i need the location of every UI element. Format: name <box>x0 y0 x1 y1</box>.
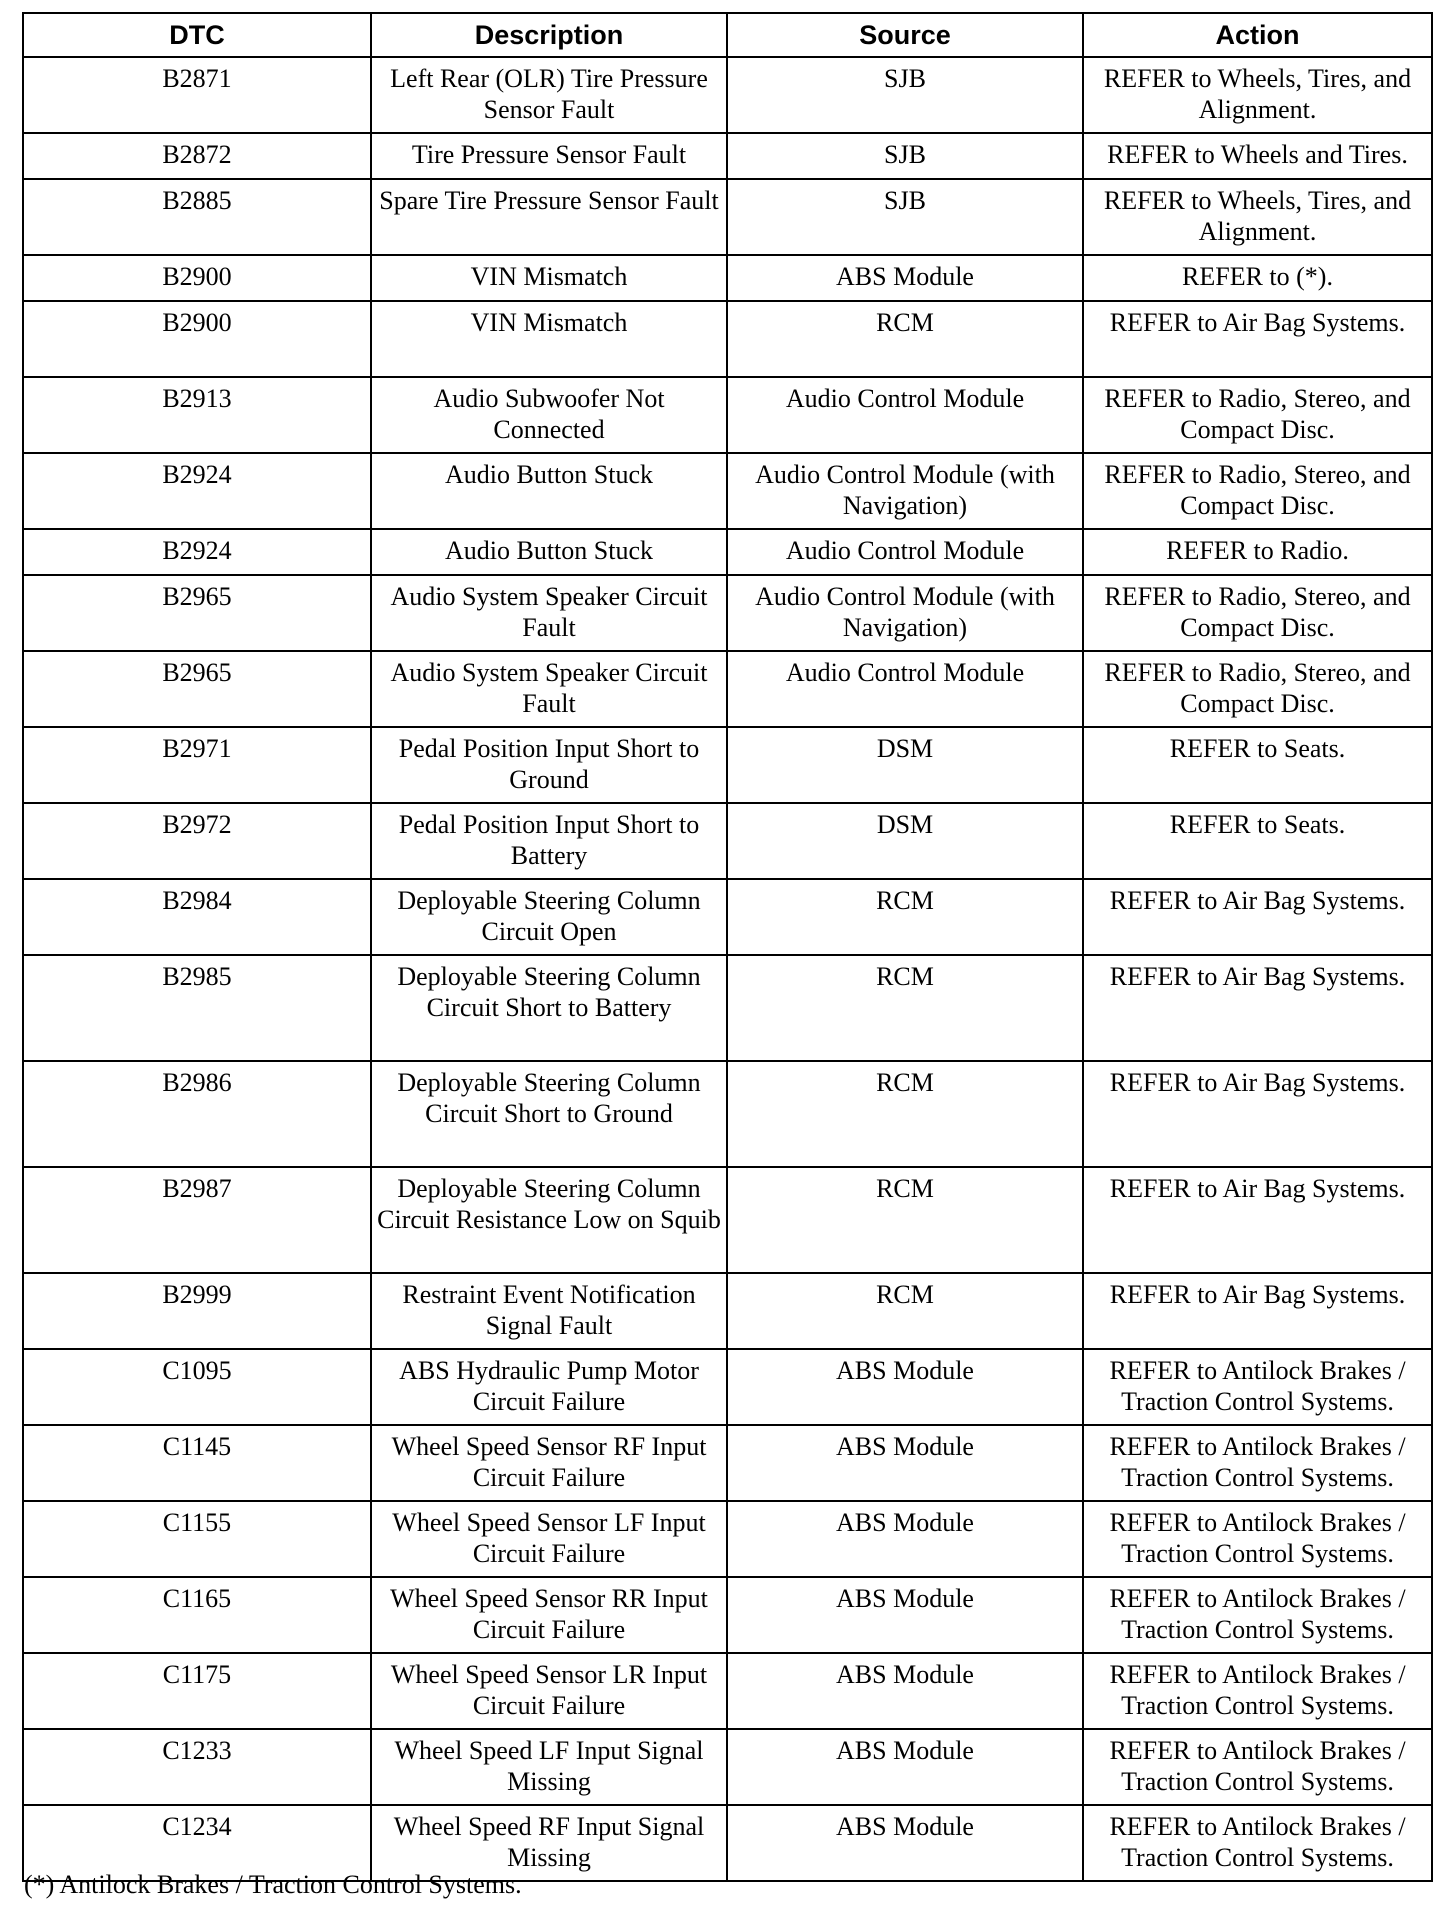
table-row <box>23 453 1432 529</box>
description-cell: Left Rear (OLR) Tire Pressure Sensor Fault <box>371 57 727 133</box>
source-cell: DSM <box>727 803 1083 879</box>
table-row <box>23 651 1432 727</box>
source-cell: RCM <box>727 955 1083 1061</box>
dtc-table <box>22 12 1433 1882</box>
source-cell: ABS Module <box>727 1577 1083 1653</box>
dtc-cell: B2872 <box>23 133 371 179</box>
footnote: (*) Antilock Brakes / Traction Control Systems. <box>24 1870 522 1899</box>
action-cell: REFER to Radio, Stereo, and Compact Disc. <box>1083 377 1432 453</box>
dtc-cell: B2885 <box>23 179 371 255</box>
action-cell: REFER to Antilock Brakes / Traction Control Systems. <box>1083 1729 1432 1805</box>
header-description: Description <box>371 13 727 57</box>
dtc-cell: B2971 <box>23 727 371 803</box>
action-cell: REFER to Air Bag Systems. <box>1083 879 1432 955</box>
source-cell: ABS Module <box>727 1653 1083 1729</box>
description-cell: Audio Button Stuck <box>371 529 727 575</box>
table-row <box>23 133 1432 179</box>
table-row <box>23 803 1432 879</box>
action-cell: REFER to Antilock Brakes / Traction Control Systems. <box>1083 1501 1432 1577</box>
dtc-cell: C1145 <box>23 1425 371 1501</box>
dtc-cell: B2924 <box>23 529 371 575</box>
dtc-cell: C1233 <box>23 1729 371 1805</box>
action-cell: REFER to Antilock Brakes / Traction Control Systems. <box>1083 1425 1432 1501</box>
description-cell: Audio Button Stuck <box>371 453 727 529</box>
dtc-cell: C1095 <box>23 1349 371 1425</box>
dtc-cell: C1165 <box>23 1577 371 1653</box>
table-row <box>23 955 1432 1061</box>
header-source: Source <box>727 13 1083 57</box>
dtc-cell: B2972 <box>23 803 371 879</box>
action-cell: REFER to Radio, Stereo, and Compact Disc. <box>1083 453 1432 529</box>
action-cell: REFER to Wheels, Tires, and Alignment. <box>1083 179 1432 255</box>
table-row <box>23 301 1432 377</box>
table-row <box>23 1729 1432 1805</box>
table-row <box>23 255 1432 301</box>
table-row <box>23 1349 1432 1425</box>
action-cell: REFER to Seats. <box>1083 727 1432 803</box>
action-cell: REFER to Wheels and Tires. <box>1083 133 1432 179</box>
action-cell: REFER to Radio, Stereo, and Compact Disc. <box>1083 651 1432 727</box>
description-cell: VIN Mismatch <box>371 301 727 377</box>
action-cell: REFER to Antilock Brakes / Traction Control Systems. <box>1083 1577 1432 1653</box>
header-action: Action <box>1083 13 1432 57</box>
description-cell: Deployable Steering Column Circuit Open <box>371 879 727 955</box>
action-cell: REFER to Air Bag Systems. <box>1083 301 1432 377</box>
description-cell: Audio System Speaker Circuit Fault <box>371 575 727 651</box>
table-row <box>23 1501 1432 1577</box>
dtc-cell: B2900 <box>23 301 371 377</box>
action-cell: REFER to Antilock Brakes / Traction Control Systems. <box>1083 1805 1432 1881</box>
table-row <box>23 57 1432 133</box>
table-row <box>23 1653 1432 1729</box>
action-cell: REFER to Antilock Brakes / Traction Control Systems. <box>1083 1349 1432 1425</box>
table-row <box>23 727 1432 803</box>
description-cell: Wheel Speed LF Input Signal Missing <box>371 1729 727 1805</box>
action-cell: REFER to Air Bag Systems. <box>1083 1167 1432 1273</box>
source-cell: ABS Module <box>727 1729 1083 1805</box>
source-cell: Audio Control Module <box>727 651 1083 727</box>
description-cell: Audio Subwoofer Not Connected <box>371 377 727 453</box>
description-cell: Wheel Speed Sensor LF Input Circuit Failure <box>371 1501 727 1577</box>
table-row <box>23 1061 1432 1167</box>
action-cell: REFER to Seats. <box>1083 803 1432 879</box>
description-cell: ABS Hydraulic Pump Motor Circuit Failure <box>371 1349 727 1425</box>
table-body <box>23 57 1432 1881</box>
dtc-cell: B2913 <box>23 377 371 453</box>
source-cell: ABS Module <box>727 1805 1083 1881</box>
description-cell: Wheel Speed Sensor RR Input Circuit Failure <box>371 1577 727 1653</box>
description-cell: Tire Pressure Sensor Fault <box>371 133 727 179</box>
source-cell: DSM <box>727 727 1083 803</box>
action-cell: REFER to Radio, Stereo, and Compact Disc. <box>1083 575 1432 651</box>
dtc-cell: C1155 <box>23 1501 371 1577</box>
description-cell: Audio System Speaker Circuit Fault <box>371 651 727 727</box>
description-cell: Spare Tire Pressure Sensor Fault <box>371 179 727 255</box>
dtc-cell: B2871 <box>23 57 371 133</box>
dtc-cell: B2999 <box>23 1273 371 1349</box>
action-cell: REFER to Air Bag Systems. <box>1083 955 1432 1061</box>
source-cell: Audio Control Module <box>727 529 1083 575</box>
description-cell: Deployable Steering Column Circuit Resistance Low on Squib <box>371 1167 727 1273</box>
action-cell: REFER to Antilock Brakes / Traction Control Systems. <box>1083 1653 1432 1729</box>
source-cell: SJB <box>727 179 1083 255</box>
dtc-cell: C1175 <box>23 1653 371 1729</box>
source-cell: RCM <box>727 1061 1083 1167</box>
action-cell: REFER to Radio. <box>1083 529 1432 575</box>
dtc-cell: B2924 <box>23 453 371 529</box>
source-cell: RCM <box>727 1167 1083 1273</box>
dtc-cell: B2987 <box>23 1167 371 1273</box>
dtc-cell: B2985 <box>23 955 371 1061</box>
description-cell: Deployable Steering Column Circuit Short to Battery <box>371 955 727 1061</box>
source-cell: RCM <box>727 879 1083 955</box>
source-cell: ABS Module <box>727 1425 1083 1501</box>
source-cell: ABS Module <box>727 1349 1083 1425</box>
header-dtc: DTC <box>23 13 371 57</box>
dtc-cell: B2984 <box>23 879 371 955</box>
table-row <box>23 529 1432 575</box>
table-row <box>23 575 1432 651</box>
source-cell: ABS Module <box>727 1501 1083 1577</box>
table-row <box>23 377 1432 453</box>
source-cell: Audio Control Module (with Navigation) <box>727 575 1083 651</box>
description-cell: Wheel Speed Sensor LR Input Circuit Failure <box>371 1653 727 1729</box>
dtc-cell: C1234 <box>23 1805 371 1881</box>
description-cell: Pedal Position Input Short to Battery <box>371 803 727 879</box>
dtc-cell: B2965 <box>23 651 371 727</box>
description-cell: Wheel Speed Sensor RF Input Circuit Failure <box>371 1425 727 1501</box>
dtc-cell: B2900 <box>23 255 371 301</box>
source-cell: ABS Module <box>727 255 1083 301</box>
action-cell: REFER to Wheels, Tires, and Alignment. <box>1083 57 1432 133</box>
action-cell: REFER to Air Bag Systems. <box>1083 1061 1432 1167</box>
source-cell: SJB <box>727 133 1083 179</box>
description-cell: VIN Mismatch <box>371 255 727 301</box>
table-row <box>23 1273 1432 1349</box>
description-cell: Pedal Position Input Short to Ground <box>371 727 727 803</box>
source-cell: RCM <box>727 1273 1083 1349</box>
table-row <box>23 1425 1432 1501</box>
source-cell: RCM <box>727 301 1083 377</box>
description-cell: Wheel Speed RF Input Signal Missing <box>371 1805 727 1881</box>
source-cell: Audio Control Module <box>727 377 1083 453</box>
dtc-cell: B2965 <box>23 575 371 651</box>
dtc-cell: B2986 <box>23 1061 371 1167</box>
table-row <box>23 1167 1432 1273</box>
table-row <box>23 879 1432 955</box>
source-cell: Audio Control Module (with Navigation) <box>727 453 1083 529</box>
action-cell: REFER to Air Bag Systems. <box>1083 1273 1432 1349</box>
header-row <box>23 13 1432 57</box>
description-cell: Restraint Event Notification Signal Fault <box>371 1273 727 1349</box>
description-cell: Deployable Steering Column Circuit Short to Ground <box>371 1061 727 1167</box>
table-row <box>23 1577 1432 1653</box>
source-cell: SJB <box>727 57 1083 133</box>
action-cell: REFER to (*). <box>1083 255 1432 301</box>
table-row <box>23 179 1432 255</box>
